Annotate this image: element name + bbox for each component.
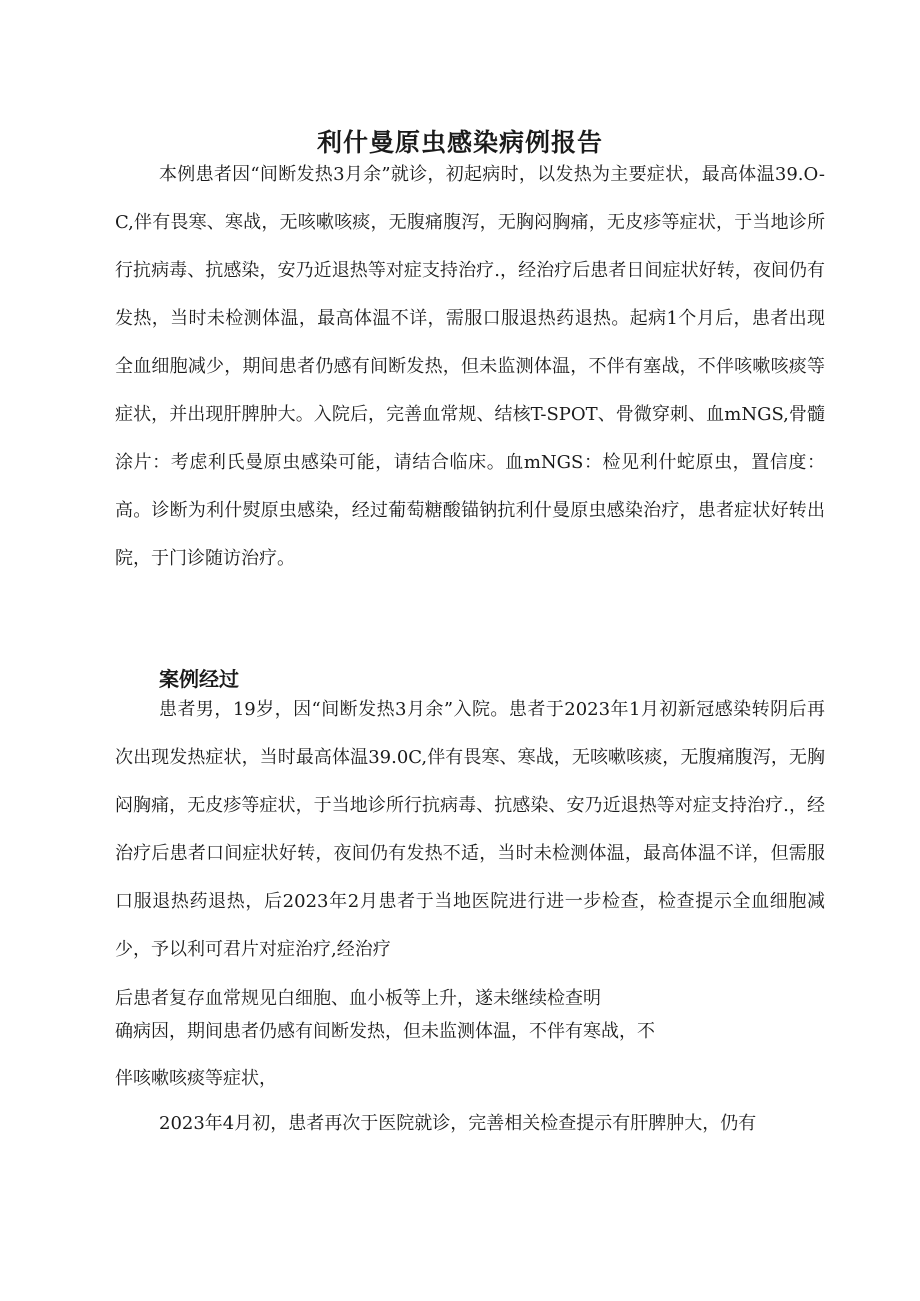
april-paragraph: 2023年4月初，患者再次于医院就诊，完善相关检查提示有肝脾肿大，仍有: [159, 1113, 757, 1134]
case-line-3: 伴咳嗽咳痰等症状，: [115, 1068, 277, 1089]
report-title: 利什曼原虫感染病例报告: [316, 127, 603, 157]
case-paragraph: 患者男，19岁，因“间断发热3月余”入院。患者于2023年1月初新冠感染转阴后再次出现发热症状，当时最高体温39.0C,伴有畏寒、寒战，无咳嗽咳痰，无腹痛腹泻，无胸闷胸痛，无皮疹等症状，于当地诊所行抗病毒、抗感染、安乃近退热等对症支持治疗.，经治疗后患者口间症状好转，夜间仍有发热不适，当时未检测体温，最高体温不详，但需服口服退热药退热，后2023年2月患者于当地医院进行进一步检查，检查提示全血细胞减少，予以利可君片对症治疗,经治疗: [115, 699, 825, 960]
section-heading-case: 案例经过: [159, 666, 239, 691]
case-line-2: 确病因，期间患者仍感有间断发热，但未监测体温，不伴有寒战，不: [115, 1021, 655, 1042]
summary-paragraph: 本例患者因“间断发热3月余”就诊，初起病时，以发热为主要症状，最高体温39.O-C,伴有畏寒、寒战，无咳嗽咳痰，无腹痛腹泻，无胸闷胸痛，无皮疹等症状，于当地诊所行抗病毒、抗感染，安乃近退热等对症支持治疗.，经治疗后患者日间症状好转，夜间仍有发热，当时未检测体温，最高体温不详，需服口服退热药退热。起病1个月后，患者出现全血细胞减少，期间患者仍感有间断发热，但未监测体温，不伴有塞战，不伴咳嗽咳痰等症状，并出现肝脾肿大。入院后，完善血常规、结核T-SPOT、骨微穿刺、血mNGS,骨髓涂片：考虑利氏曼原虫感染可能，请结合临床。血mNGS：检见利什蛇原虫，置信度：高。诊断为利什熨原虫感染，经过葡萄糖酸锚钠抗利什曼原虫感染治疗，患者症状好转出院，于门诊随访治疗。: [115, 164, 825, 569]
case-line-1: 后患者复存血常规见白细胞、血小板等上升，遂未继续检查明: [115, 988, 601, 1009]
